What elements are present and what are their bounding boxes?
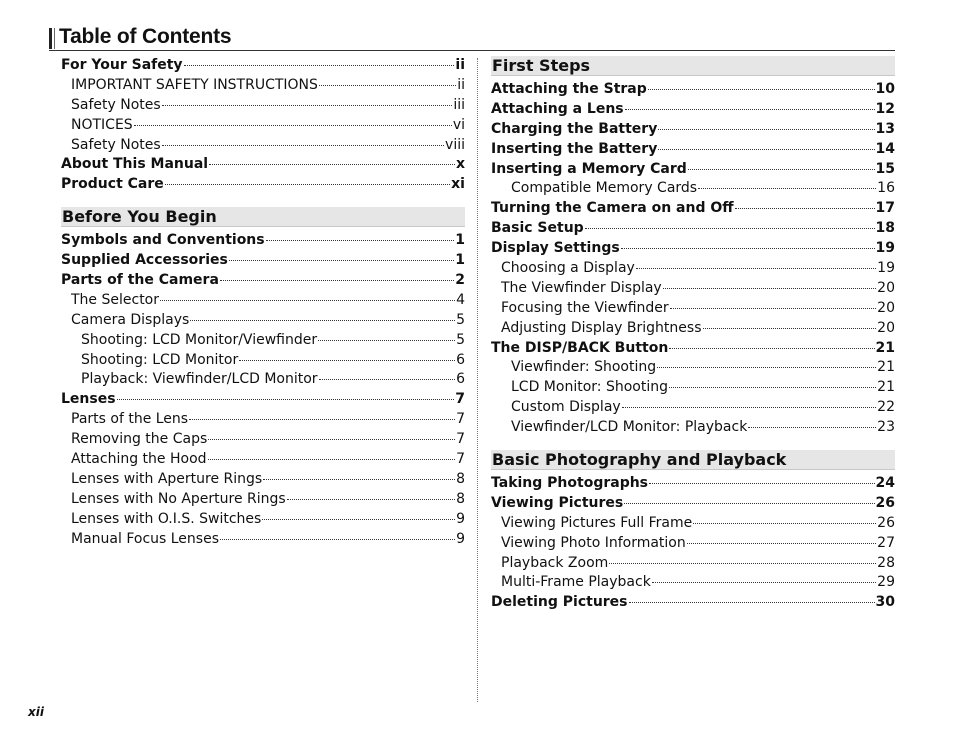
toc-entry-page: 9 bbox=[456, 510, 465, 527]
toc-entry-title: Multi-Frame Playback bbox=[501, 574, 651, 591]
toc-entry[interactable] bbox=[61, 175, 465, 195]
page-number: xii bbox=[28, 705, 44, 719]
toc-entry-title: Viewfinder: Shooting bbox=[511, 359, 657, 376]
dot-leader bbox=[319, 379, 456, 380]
toc-entry[interactable] bbox=[61, 470, 465, 490]
toc-entry-page: 21 bbox=[877, 359, 895, 376]
dot-leader bbox=[625, 109, 875, 110]
toc-entry-page: 4 bbox=[456, 291, 465, 308]
toc-entry[interactable] bbox=[491, 160, 895, 180]
toc-entry[interactable] bbox=[491, 120, 895, 140]
dot-leader bbox=[652, 582, 876, 583]
toc-entry-page: 7 bbox=[456, 411, 465, 428]
toc-entry-title: Product Care bbox=[61, 176, 164, 193]
left-column bbox=[61, 56, 465, 549]
toc-entry-title: Parts of the Lens bbox=[71, 411, 189, 428]
toc-entry-title: Viewfinder/LCD Monitor: Playback bbox=[511, 419, 748, 436]
toc-entry[interactable] bbox=[491, 593, 895, 613]
toc-entry-title: Safety Notes bbox=[71, 96, 161, 113]
toc-entry[interactable] bbox=[61, 136, 465, 156]
toc-entry-title: Removing the Caps bbox=[71, 431, 208, 448]
toc-entry-title: Compatible Memory Cards bbox=[511, 180, 698, 197]
dot-leader bbox=[669, 387, 876, 388]
toc-entry[interactable] bbox=[491, 219, 895, 239]
toc-entry-page: viii bbox=[445, 136, 465, 153]
dot-leader bbox=[134, 125, 452, 126]
toc-entry[interactable] bbox=[491, 299, 895, 319]
dot-leader bbox=[162, 105, 453, 106]
toc-first-steps bbox=[491, 80, 895, 438]
toc-entry[interactable] bbox=[491, 179, 895, 199]
dot-leader bbox=[318, 340, 455, 341]
toc-entry-page: 14 bbox=[875, 140, 895, 157]
toc-entry-page: 19 bbox=[877, 260, 895, 277]
toc-entry-page: 6 bbox=[456, 351, 465, 368]
dot-leader bbox=[189, 419, 455, 420]
toc-entry-page: 23 bbox=[877, 419, 895, 436]
dot-leader bbox=[162, 145, 444, 146]
toc-entry-page: 24 bbox=[875, 475, 895, 492]
toc-entry-page: 27 bbox=[877, 534, 895, 551]
toc-entry-title: Lenses with O.I.S. Switches bbox=[71, 510, 262, 527]
toc-entry-page: 8 bbox=[456, 470, 465, 487]
toc-entry-page: 30 bbox=[875, 594, 895, 611]
dot-leader bbox=[184, 65, 455, 66]
toc-entry-title: Supplied Accessories bbox=[61, 252, 228, 269]
page-title: Table of Contents bbox=[59, 25, 232, 48]
toc-entry-page: 7 bbox=[456, 451, 465, 468]
dot-leader bbox=[220, 539, 455, 540]
title-marker bbox=[49, 28, 55, 49]
toc-entry-page: 1 bbox=[455, 232, 465, 249]
toc-entry[interactable] bbox=[61, 331, 465, 351]
toc-entry-title: The DISP/BACK Button bbox=[491, 339, 669, 356]
dot-leader bbox=[735, 208, 875, 209]
toc-entry[interactable] bbox=[491, 418, 895, 438]
toc-entry-title: NOTICES bbox=[71, 116, 133, 133]
toc-entry[interactable] bbox=[61, 450, 465, 470]
toc-entry-title: Taking Photographs bbox=[491, 475, 649, 492]
dot-leader bbox=[622, 407, 876, 408]
toc-entry-title: Lenses with Aperture Rings bbox=[71, 470, 263, 487]
toc-entry-title: Lenses bbox=[61, 391, 116, 408]
toc-entry-page: x bbox=[455, 156, 465, 173]
column-divider bbox=[477, 58, 478, 702]
toc-entry-title: Playback Zoom bbox=[501, 554, 609, 571]
toc-entry-title: Deleting Pictures bbox=[491, 594, 628, 611]
toc-entry-page: xi bbox=[451, 176, 465, 193]
dot-leader bbox=[658, 149, 874, 150]
toc-entry-title: IMPORTANT SAFETY INSTRUCTIONS bbox=[71, 76, 318, 93]
dot-leader bbox=[263, 479, 455, 480]
toc-entry[interactable] bbox=[491, 554, 895, 574]
toc-entry[interactable] bbox=[491, 100, 895, 120]
toc-entry-page: 13 bbox=[875, 120, 895, 137]
toc-entry-page: 7 bbox=[456, 431, 465, 448]
toc-entry[interactable] bbox=[61, 231, 465, 251]
toc-entry-title: Inserting the Battery bbox=[491, 140, 658, 157]
toc-entry-page: 26 bbox=[875, 494, 895, 511]
toc-entry-title: Playback: Viewfinder/LCD Monitor bbox=[81, 371, 318, 388]
dot-leader bbox=[220, 280, 454, 281]
toc-entry-title: Charging the Battery bbox=[491, 120, 658, 137]
toc-entry-page: 18 bbox=[875, 220, 895, 237]
dot-leader bbox=[585, 228, 875, 229]
dot-leader bbox=[629, 602, 875, 603]
dot-leader bbox=[670, 308, 876, 309]
toc-entry[interactable] bbox=[491, 339, 895, 359]
toc-entry-title: Display Settings bbox=[491, 240, 620, 257]
toc-entry-page: 5 bbox=[456, 331, 465, 348]
toc-entry-page: 12 bbox=[875, 100, 895, 117]
toc-before-you-begin bbox=[61, 231, 465, 549]
toc-entry-title: Safety Notes bbox=[71, 136, 161, 153]
toc-entry-page: 6 bbox=[456, 371, 465, 388]
dot-leader bbox=[663, 288, 876, 289]
toc-entry[interactable] bbox=[61, 530, 465, 550]
dot-leader bbox=[624, 503, 874, 504]
toc-entry-page: 16 bbox=[877, 180, 895, 197]
toc-entry[interactable] bbox=[491, 398, 895, 418]
toc-entry[interactable] bbox=[491, 140, 895, 160]
toc-entry[interactable] bbox=[61, 390, 465, 410]
toc-front-matter bbox=[61, 56, 465, 195]
toc-entry-page: 19 bbox=[875, 240, 895, 257]
toc-entry[interactable] bbox=[491, 514, 895, 534]
dot-leader bbox=[229, 260, 454, 261]
toc-entry-title: Manual Focus Lenses bbox=[71, 530, 219, 547]
dot-leader bbox=[658, 129, 874, 130]
toc-entry-page: vi bbox=[452, 116, 465, 133]
toc-entry-page: 21 bbox=[875, 339, 895, 356]
dot-leader bbox=[262, 519, 455, 520]
dot-leader bbox=[748, 427, 876, 428]
dot-leader bbox=[266, 240, 455, 241]
toc-entry-page: 26 bbox=[877, 514, 895, 531]
toc-entry-page: iii bbox=[453, 96, 465, 113]
toc-entry-title: Focusing the Viewfinder bbox=[501, 299, 669, 316]
toc-entry-title: Attaching the Strap bbox=[491, 81, 647, 97]
toc-entry-page: 15 bbox=[875, 160, 895, 177]
toc-entry-title: For Your Safety bbox=[61, 57, 183, 73]
dot-leader bbox=[648, 89, 875, 90]
toc-entry-title: Viewing Photo Information bbox=[501, 534, 686, 551]
toc-entry-page: 20 bbox=[877, 319, 895, 336]
toc-entry-title: Attaching the Hood bbox=[71, 451, 207, 468]
toc-entry-title: Adjusting Display Brightness bbox=[501, 319, 702, 336]
toc-entry-title: Custom Display bbox=[511, 399, 621, 416]
toc-entry[interactable] bbox=[61, 291, 465, 311]
dot-leader bbox=[687, 543, 876, 544]
toc-entry[interactable] bbox=[61, 490, 465, 510]
dot-leader bbox=[208, 459, 456, 460]
toc-entry-page: 28 bbox=[877, 554, 895, 571]
toc-entry[interactable] bbox=[491, 358, 895, 378]
toc-basic-photography bbox=[491, 474, 895, 613]
toc-entry[interactable] bbox=[491, 80, 895, 100]
toc-entry[interactable] bbox=[61, 251, 465, 271]
toc-entry-page: 17 bbox=[875, 200, 895, 217]
dot-leader bbox=[703, 328, 877, 329]
dot-leader bbox=[319, 85, 456, 86]
dot-leader bbox=[117, 399, 455, 400]
toc-entry-title: Basic Setup bbox=[491, 220, 584, 237]
toc-entry-page: 9 bbox=[456, 530, 465, 547]
toc-entry-title: Choosing a Display bbox=[501, 260, 635, 277]
toc-entry-title: Inserting a Memory Card bbox=[491, 160, 687, 177]
toc-entry-title: Camera Displays bbox=[71, 311, 190, 328]
toc-entry[interactable] bbox=[491, 573, 895, 593]
toc-entry-title: Viewing Pictures Full Frame bbox=[501, 514, 693, 531]
toc-entry-title: About This Manual bbox=[61, 156, 209, 173]
toc-entry[interactable] bbox=[61, 76, 465, 96]
toc-entry-page: 20 bbox=[877, 299, 895, 316]
toc-entry[interactable] bbox=[61, 510, 465, 530]
dot-leader bbox=[649, 483, 875, 484]
dot-leader bbox=[190, 320, 455, 321]
toc-entry[interactable] bbox=[491, 474, 895, 494]
toc-entry-title: LCD Monitor: Shooting bbox=[511, 379, 668, 396]
toc-entry[interactable] bbox=[491, 378, 895, 398]
dot-leader bbox=[621, 248, 875, 249]
toc-entry[interactable] bbox=[491, 319, 895, 339]
right-column bbox=[491, 56, 895, 613]
page-header bbox=[49, 26, 895, 51]
toc-entry[interactable] bbox=[491, 259, 895, 279]
toc-entry-title: The Viewfinder Display bbox=[501, 279, 662, 296]
toc-entry-title: Viewing Pictures bbox=[491, 494, 624, 511]
toc-entry-title: Turning the Camera on and Off bbox=[491, 200, 734, 217]
dot-leader bbox=[698, 188, 876, 189]
toc-entry[interactable] bbox=[61, 311, 465, 331]
toc-entry-page: 5 bbox=[456, 311, 465, 328]
section-heading-first-steps: First Steps bbox=[491, 56, 895, 76]
toc-entry[interactable] bbox=[491, 534, 895, 554]
toc-entry-title: Attaching a Lens bbox=[491, 100, 624, 117]
dot-leader bbox=[688, 169, 875, 170]
toc-entry[interactable] bbox=[61, 96, 465, 116]
dot-leader bbox=[160, 300, 455, 301]
dot-leader bbox=[239, 360, 455, 361]
toc-entry[interactable] bbox=[61, 370, 465, 390]
toc-entry-page: 29 bbox=[877, 574, 895, 591]
dot-leader bbox=[208, 439, 455, 440]
toc-entry-page: 20 bbox=[877, 279, 895, 296]
toc-entry-title: Symbols and Conventions bbox=[61, 232, 265, 249]
toc-entry-title: Shooting: LCD Monitor/Viewfinder bbox=[81, 331, 318, 348]
toc-entry-page: ii bbox=[455, 57, 465, 73]
section-heading-before-you-begin: Before You Begin bbox=[61, 207, 465, 227]
toc-entry-page: 2 bbox=[455, 272, 465, 289]
toc-entry-title: Parts of the Camera bbox=[61, 272, 219, 289]
toc-entry[interactable] bbox=[61, 56, 465, 76]
toc-entry[interactable] bbox=[61, 271, 465, 291]
toc-entry[interactable] bbox=[61, 410, 465, 430]
toc-entry[interactable] bbox=[491, 279, 895, 299]
toc-entry[interactable] bbox=[491, 239, 895, 259]
toc-entry-page: 8 bbox=[456, 490, 465, 507]
toc-entry-page: ii bbox=[457, 76, 465, 93]
toc-entry-title: The Selector bbox=[71, 291, 159, 308]
toc-entry[interactable] bbox=[61, 155, 465, 175]
toc-entry[interactable] bbox=[61, 430, 465, 450]
toc-entry[interactable] bbox=[61, 116, 465, 136]
dot-leader bbox=[657, 367, 876, 368]
section-heading-basic-photography: Basic Photography and Playback bbox=[491, 450, 895, 470]
toc-entry[interactable] bbox=[61, 351, 465, 371]
toc-entry[interactable] bbox=[491, 199, 895, 219]
toc-entry-page: 1 bbox=[455, 252, 465, 269]
toc-entry-page: 21 bbox=[877, 379, 895, 396]
toc-entry[interactable] bbox=[491, 494, 895, 514]
dot-leader bbox=[636, 268, 876, 269]
dot-leader bbox=[609, 563, 876, 564]
toc-entry-title: Shooting: LCD Monitor bbox=[81, 351, 239, 368]
toc-entry-page: 7 bbox=[455, 391, 465, 408]
toc-entry-page: 22 bbox=[877, 399, 895, 416]
dot-leader bbox=[209, 164, 455, 165]
toc-entry-title: Lenses with No Aperture Rings bbox=[71, 490, 286, 507]
dot-leader bbox=[693, 523, 876, 524]
dot-leader bbox=[669, 348, 874, 349]
dot-leader bbox=[165, 184, 450, 185]
dot-leader bbox=[287, 499, 455, 500]
toc-entry-page: 10 bbox=[875, 81, 895, 97]
